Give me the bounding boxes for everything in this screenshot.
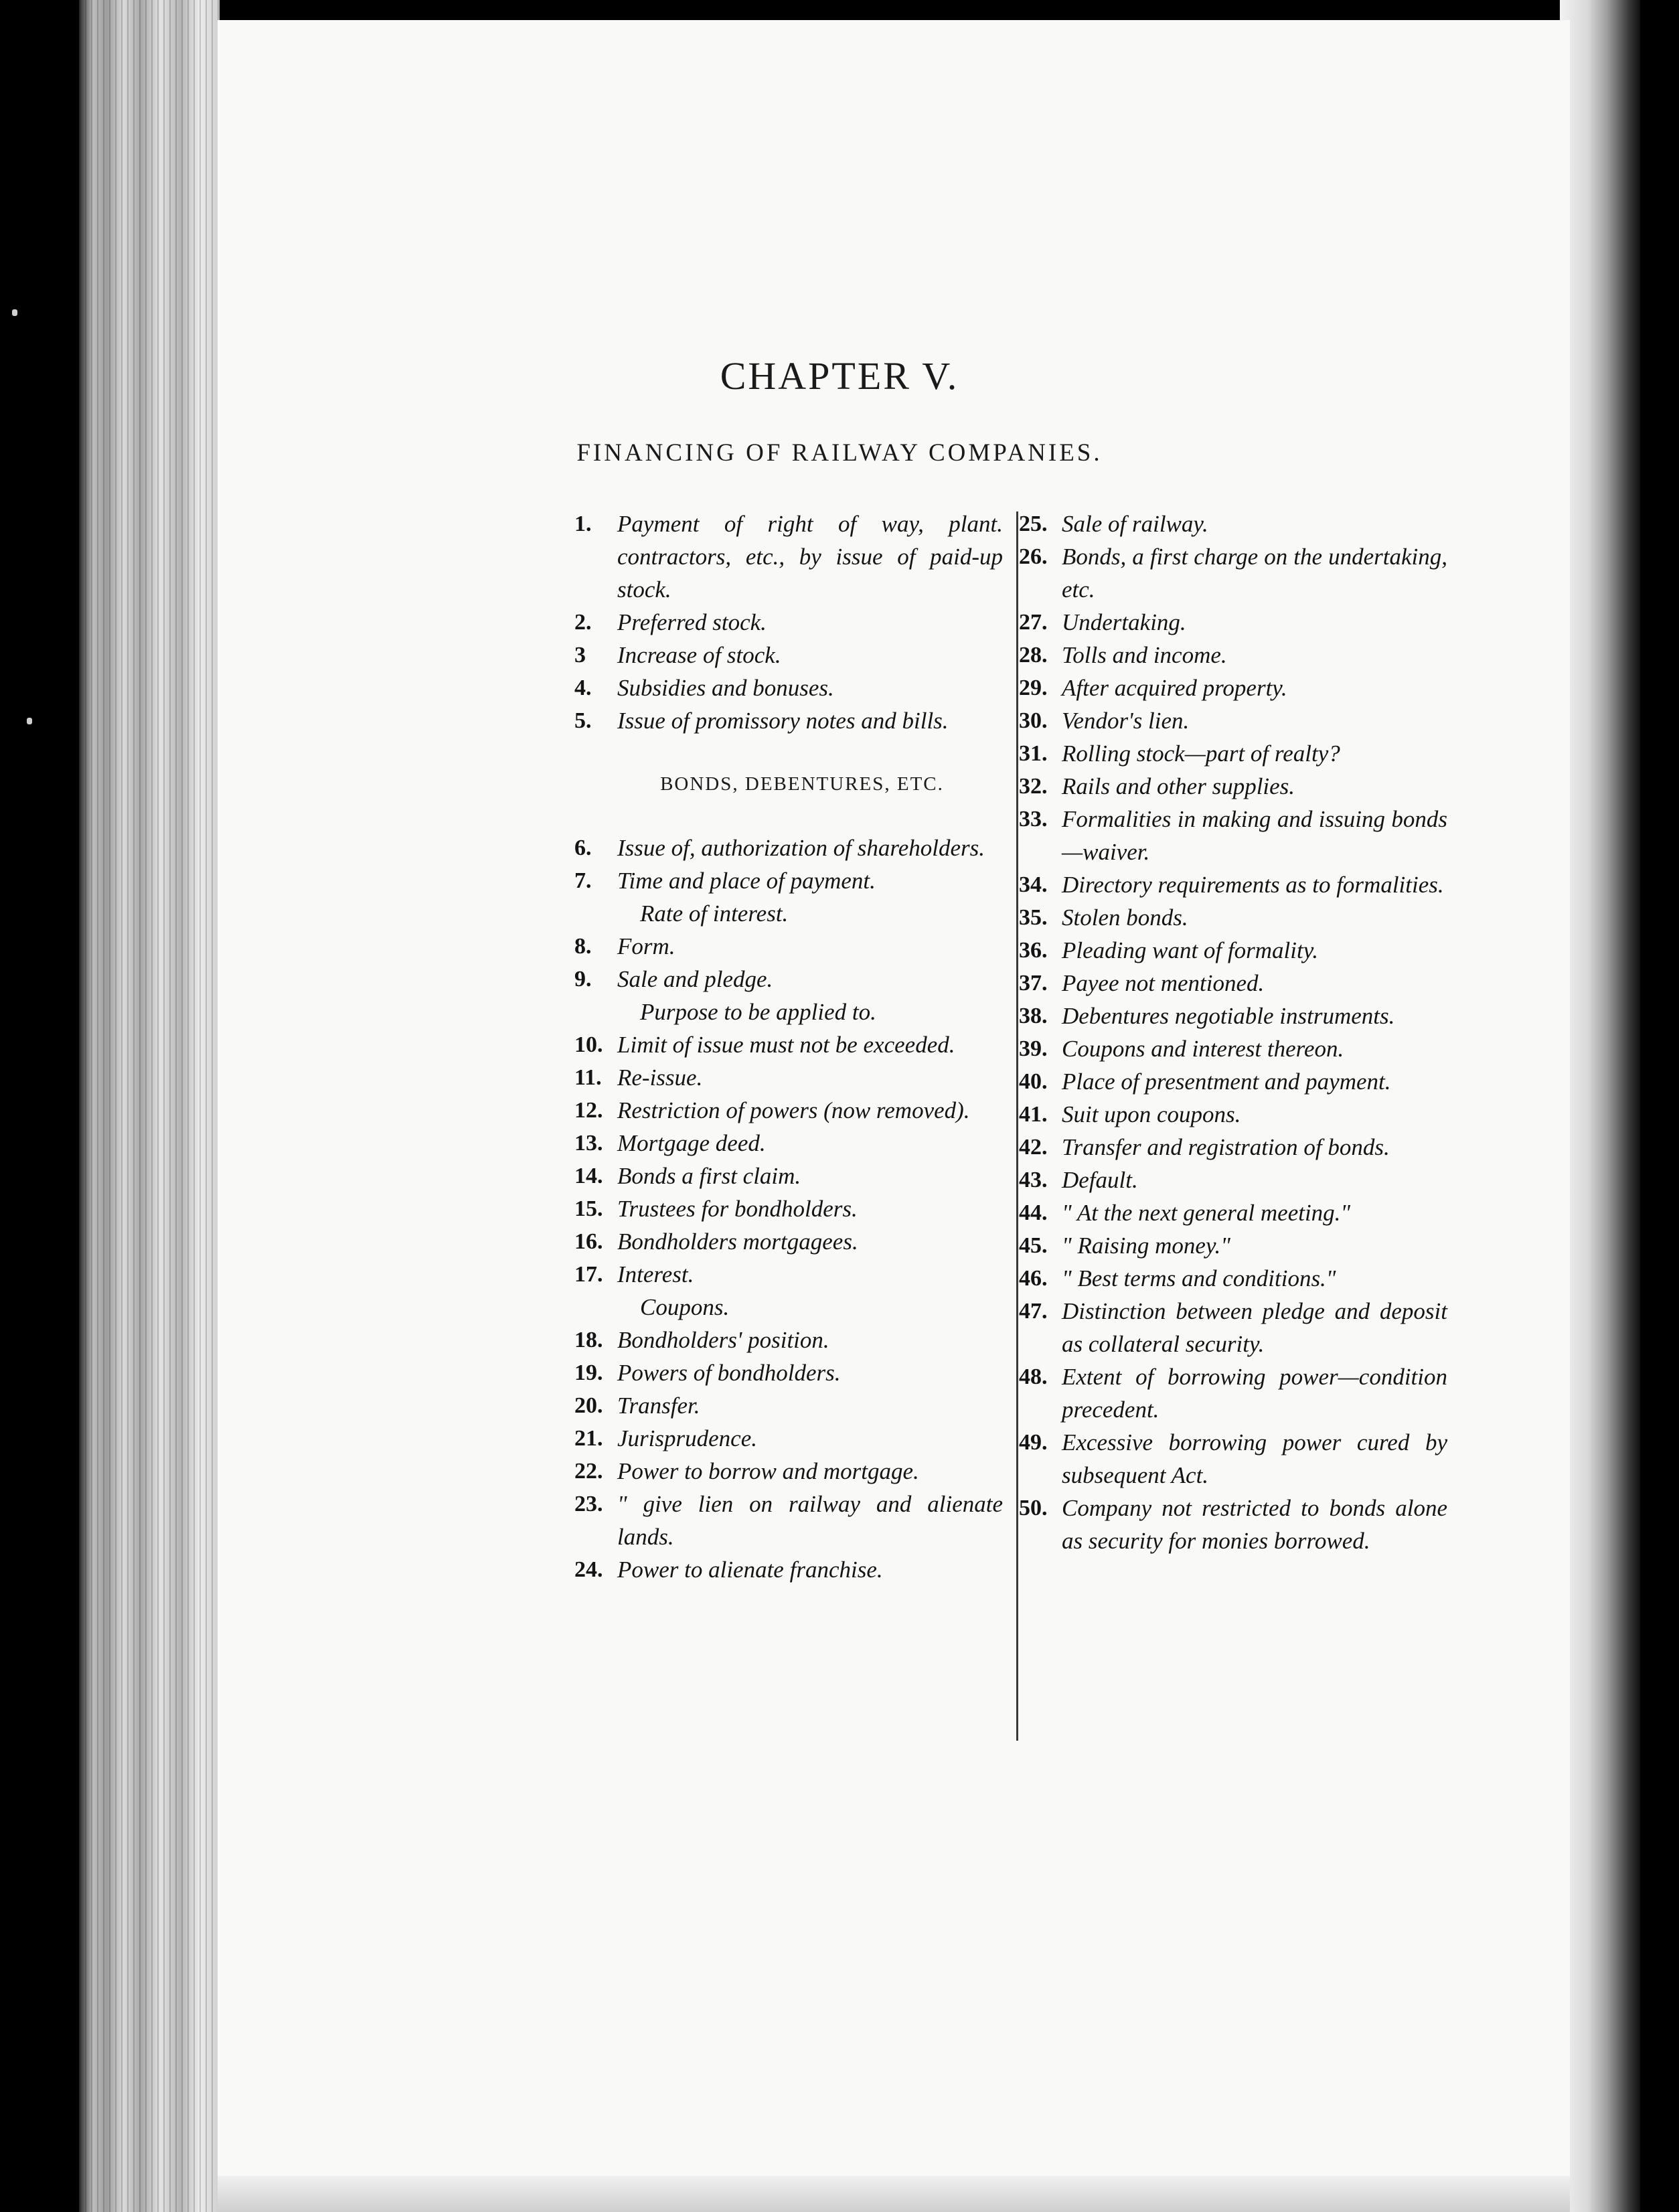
item-text: Restriction of powers (now removed). bbox=[617, 1097, 970, 1123]
scan-speck bbox=[12, 309, 17, 316]
contents-item bbox=[574, 963, 1003, 996]
contents-item bbox=[574, 1225, 1003, 1258]
item-number: 24. bbox=[574, 1557, 603, 1582]
contents-item bbox=[1019, 606, 1447, 639]
contents-item bbox=[574, 1389, 1003, 1422]
contents-item bbox=[1019, 1426, 1447, 1492]
item-text: Excessive borrowing power cured by subsequent Act. bbox=[1062, 1429, 1447, 1488]
item-text: Distinction between pledge and deposit as collateral security. bbox=[1062, 1298, 1447, 1357]
contents-item bbox=[1019, 1164, 1447, 1196]
item-text: Rolling stock—part of realty? bbox=[1062, 740, 1340, 767]
item-text: Formalities in making and issuing bonds—waiver. bbox=[1062, 806, 1447, 865]
contents-item bbox=[1019, 934, 1447, 967]
item-number: 41. bbox=[1019, 1102, 1048, 1127]
item-text: After acquired property. bbox=[1062, 675, 1287, 701]
item-text: Transfer and registration of bonds. bbox=[1062, 1134, 1390, 1160]
item-number: 37. bbox=[1019, 971, 1048, 996]
contents-item bbox=[1019, 672, 1447, 704]
contents-item bbox=[574, 704, 1003, 737]
item-text: " At the next general meeting." bbox=[1062, 1200, 1351, 1226]
page-bottom-shadow bbox=[218, 2176, 1570, 2212]
item-number: 1. bbox=[574, 511, 592, 536]
contents-item bbox=[574, 1061, 1003, 1094]
chapter-subtitle: FINANCING OF RAILWAY COMPANIES. bbox=[576, 439, 1103, 467]
contents-item bbox=[1019, 770, 1447, 803]
contents-item bbox=[1019, 901, 1447, 934]
item-text: Payment of right of way, plant. contractors, etc., by issue of paid-up stock. bbox=[617, 511, 1003, 603]
item-number: 42. bbox=[1019, 1135, 1048, 1160]
contents-item bbox=[574, 996, 1003, 1028]
item-text: Trustees for bondholders. bbox=[617, 1196, 858, 1222]
book-page-edges-right bbox=[1560, 0, 1640, 2212]
column-divider bbox=[1016, 511, 1018, 1741]
item-text: Mortgage deed. bbox=[617, 1130, 766, 1156]
item-number: 36. bbox=[1019, 938, 1048, 963]
contents-item bbox=[574, 832, 1003, 864]
item-text: " Best terms and conditions." bbox=[1062, 1265, 1336, 1291]
item-number: 39. bbox=[1019, 1036, 1048, 1061]
scan-speck bbox=[27, 718, 32, 724]
contents-item bbox=[1019, 1492, 1447, 1557]
item-number: 19. bbox=[574, 1360, 603, 1385]
item-text: Coupons and interest thereon. bbox=[1062, 1036, 1344, 1062]
contents-item bbox=[574, 639, 1003, 672]
item-number: 26. bbox=[1019, 544, 1048, 569]
item-number: 2. bbox=[574, 610, 592, 635]
item-number: 27. bbox=[1019, 610, 1048, 635]
item-text: Debentures negotiable instruments. bbox=[1062, 1003, 1395, 1029]
contents-item bbox=[574, 897, 1003, 930]
item-text: Directory requirements as to formalities. bbox=[1062, 872, 1444, 898]
item-number: 20. bbox=[574, 1393, 603, 1418]
book-page-edges-left bbox=[79, 0, 220, 2212]
contents-item bbox=[574, 672, 1003, 704]
contents-item bbox=[574, 606, 1003, 639]
item-number: 25. bbox=[1019, 511, 1048, 536]
item-number: 12. bbox=[574, 1098, 603, 1123]
item-text: Preferred stock. bbox=[617, 609, 767, 635]
right-column bbox=[1019, 507, 1447, 1557]
item-number: 32. bbox=[1019, 774, 1048, 799]
item-text: Undertaking. bbox=[1062, 609, 1186, 635]
contents-item bbox=[574, 1258, 1003, 1291]
item-text: Re-issue. bbox=[617, 1064, 703, 1091]
item-text: Rails and other supplies. bbox=[1062, 773, 1295, 799]
item-number: 29. bbox=[1019, 676, 1048, 700]
left-column bbox=[574, 507, 1003, 1586]
contents-item bbox=[574, 1094, 1003, 1127]
item-number: 3 bbox=[574, 643, 586, 667]
right-items bbox=[1019, 507, 1447, 1557]
item-number: 38. bbox=[1019, 1004, 1048, 1028]
item-number: 30. bbox=[1019, 708, 1048, 733]
item-number: 28. bbox=[1019, 643, 1048, 667]
item-text: Bondholders mortgagees. bbox=[617, 1229, 858, 1255]
item-number: 4. bbox=[574, 676, 592, 700]
contents-item bbox=[574, 1488, 1003, 1553]
item-number: 44. bbox=[1019, 1200, 1048, 1225]
contents-item bbox=[574, 1455, 1003, 1488]
item-text: Form. bbox=[617, 933, 675, 959]
item-text: Extent of borrowing power—condition precedent. bbox=[1062, 1364, 1447, 1423]
item-number: 49. bbox=[1019, 1430, 1048, 1455]
item-text: Transfer. bbox=[617, 1393, 700, 1419]
contents-item bbox=[1019, 1295, 1447, 1360]
item-number: 45. bbox=[1019, 1233, 1048, 1258]
contents-item bbox=[1019, 639, 1447, 672]
contents-item bbox=[1019, 704, 1447, 737]
contents-item bbox=[574, 1160, 1003, 1192]
contents-item bbox=[574, 1422, 1003, 1455]
contents-item bbox=[574, 1127, 1003, 1160]
contents-item bbox=[1019, 1262, 1447, 1295]
contents-item bbox=[574, 1192, 1003, 1225]
item-number: 7. bbox=[574, 868, 592, 893]
contents-item bbox=[1019, 540, 1447, 606]
item-number: 15. bbox=[574, 1196, 603, 1221]
contents-item bbox=[1019, 1000, 1447, 1032]
contents-item bbox=[1019, 967, 1447, 1000]
contents-item bbox=[574, 1553, 1003, 1586]
item-text: Increase of stock. bbox=[617, 642, 781, 668]
item-number: 47. bbox=[1019, 1299, 1048, 1324]
item-text: " give lien on railway and alienate lands. bbox=[617, 1491, 1003, 1550]
contents-item bbox=[574, 1356, 1003, 1389]
contents-item bbox=[574, 1324, 1003, 1356]
item-number: 31. bbox=[1019, 741, 1048, 766]
item-number: 22. bbox=[574, 1459, 603, 1484]
contents-item bbox=[574, 1028, 1003, 1061]
contents-item bbox=[574, 930, 1003, 963]
item-text: Issue of, authorization of shareholders. bbox=[617, 835, 985, 861]
contents-item bbox=[1019, 868, 1447, 901]
item-text: Pleading want of formality. bbox=[1062, 937, 1319, 963]
item-text: Place of presentment and payment. bbox=[1062, 1069, 1391, 1095]
item-text: Sale of railway. bbox=[1062, 511, 1208, 537]
contents-item bbox=[1019, 803, 1447, 868]
item-number: 40. bbox=[1019, 1069, 1048, 1094]
item-number: 10. bbox=[574, 1032, 603, 1057]
contents-item bbox=[574, 507, 1003, 606]
contents-item bbox=[1019, 1229, 1447, 1262]
contents-item bbox=[1019, 1360, 1447, 1426]
item-text: Power to alienate franchise. bbox=[617, 1557, 883, 1583]
item-text: " Raising money." bbox=[1062, 1233, 1231, 1259]
item-number: 43. bbox=[1019, 1168, 1048, 1192]
item-number: 13. bbox=[574, 1131, 603, 1156]
item-text: Time and place of payment. bbox=[617, 868, 876, 894]
item-text: Limit of issue must not be exceeded. bbox=[617, 1032, 955, 1058]
contents-item bbox=[1019, 1065, 1447, 1098]
item-text: Rate of interest. bbox=[640, 900, 789, 927]
item-number: 35. bbox=[1019, 905, 1048, 930]
item-number: 23. bbox=[574, 1492, 603, 1516]
item-number: 48. bbox=[1019, 1364, 1048, 1389]
item-number: 16. bbox=[574, 1229, 603, 1254]
item-text: Stolen bonds. bbox=[1062, 904, 1188, 931]
item-number: 18. bbox=[574, 1328, 603, 1352]
item-text: Bonds, a first charge on the undertaking, etc. bbox=[1062, 544, 1447, 603]
section-heading: BONDS, DEBENTURES, ETC. bbox=[660, 773, 944, 795]
item-text: Tolls and income. bbox=[1062, 642, 1227, 668]
item-text: Suit upon coupons. bbox=[1062, 1101, 1241, 1127]
item-number: 5. bbox=[574, 708, 592, 733]
contents-item bbox=[574, 1291, 1003, 1324]
item-number: 46. bbox=[1019, 1266, 1048, 1291]
item-text: Payee not mentioned. bbox=[1062, 970, 1265, 996]
item-text: Subsidies and bonuses. bbox=[617, 675, 834, 701]
item-number: 17. bbox=[574, 1262, 603, 1287]
contents-item bbox=[1019, 1196, 1447, 1229]
item-number: 50. bbox=[1019, 1496, 1048, 1520]
item-number: 34. bbox=[1019, 872, 1048, 897]
item-number: 14. bbox=[574, 1164, 603, 1188]
contents-item bbox=[1019, 1032, 1447, 1065]
item-text: Purpose to be applied to. bbox=[640, 999, 876, 1025]
item-text: Company not restricted to bonds alone as security for monies borrowed. bbox=[1062, 1495, 1447, 1554]
contents-item bbox=[1019, 737, 1447, 770]
item-number: 33. bbox=[1019, 807, 1048, 832]
item-text: Issue of promissory notes and bills. bbox=[617, 708, 949, 734]
contents-item bbox=[574, 864, 1003, 897]
item-text: Jurisprudence. bbox=[617, 1425, 757, 1451]
item-text: Bondholders' position. bbox=[617, 1327, 829, 1353]
contents-item bbox=[1019, 1131, 1447, 1164]
item-number: 8. bbox=[574, 934, 592, 959]
contents-item bbox=[1019, 1098, 1447, 1131]
item-text: Vendor's lien. bbox=[1062, 708, 1190, 734]
contents-item bbox=[1019, 507, 1447, 540]
item-text: Powers of bondholders. bbox=[617, 1360, 841, 1386]
item-text: Power to borrow and mortgage. bbox=[617, 1458, 919, 1484]
chapter-title: CHAPTER V. bbox=[720, 354, 959, 398]
item-number: 6. bbox=[574, 836, 592, 860]
left-items-top bbox=[574, 507, 1003, 737]
item-text: Interest. bbox=[617, 1261, 694, 1287]
item-text: Default. bbox=[1062, 1167, 1138, 1193]
left-items-bottom bbox=[574, 832, 1003, 1586]
item-number: 9. bbox=[574, 967, 592, 992]
item-number: 21. bbox=[574, 1426, 603, 1451]
item-text: Coupons. bbox=[640, 1294, 730, 1320]
item-text: Sale and pledge. bbox=[617, 966, 773, 992]
item-text: Bonds a first claim. bbox=[617, 1163, 801, 1189]
item-number: 11. bbox=[574, 1065, 602, 1090]
